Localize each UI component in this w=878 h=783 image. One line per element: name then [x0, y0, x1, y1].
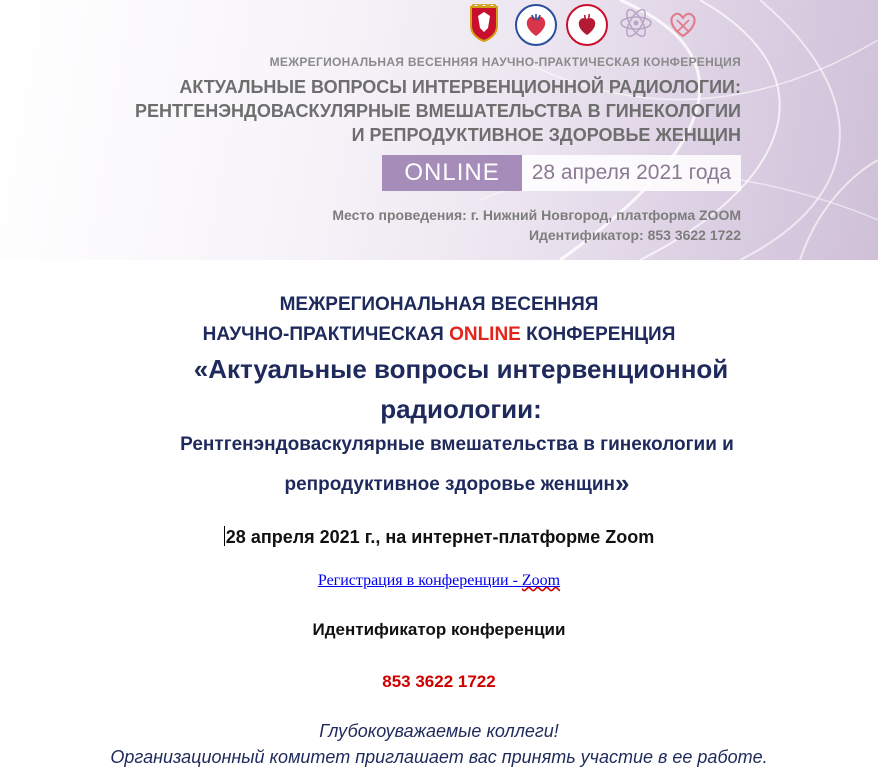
online-word: ONLINE	[449, 324, 521, 345]
banner-venue	[332, 205, 741, 245]
banner-pre-title: МЕЖРЕГИОНАЛЬНАЯ ВЕСЕННЯЯ НАУЧНО-ПРАКТИЧЕСКАЯ КОНФЕРЕНЦИЯ	[269, 55, 741, 69]
identifier-text: Идентификатор: 853 3622 1722	[528, 227, 741, 243]
date-line	[0, 526, 878, 548]
text-caret	[224, 526, 225, 546]
partner-logos	[468, 4, 702, 46]
title-line-2: радиологии:	[380, 394, 542, 424]
online-badge: ONLINE	[382, 155, 521, 191]
subtitle-line-2	[0, 468, 878, 499]
banner-title-line: И РЕПРОДУКТИВНОЕ ЗДОРОВЬЕ ЖЕНЩИН	[351, 125, 741, 145]
title-line-1: «Актуальные вопросы интервенционной	[193, 354, 729, 384]
banner-date-row	[382, 155, 741, 191]
subtitle-text: репродуктивное здоровье женщин	[284, 474, 616, 495]
banner-title-line: РЕНТГЕНЭНДОВАСКУЛЯРНЫЕ ВМЕШАТЕЛЬСТВА В ГИНЕКОЛОГИИ	[135, 101, 741, 121]
venue-text: Место проведения: г. Нижний Новгород, платформа ZOOM	[332, 207, 741, 223]
greeting: Глубокоуважаемые коллеги!	[319, 721, 559, 741]
registration-line	[0, 572, 878, 590]
heading-line-1: МЕЖРЕГИОНАЛЬНАЯ ВЕСЕННЯЯ	[279, 294, 599, 315]
subtitle-line-1: Рентгенэндоваскулярные вмешательства в гинекологии и	[180, 434, 734, 455]
heart-icon	[566, 4, 608, 46]
coat-of-arms-icon	[468, 4, 500, 42]
conference-banner	[0, 0, 878, 260]
date-text: 28 апреля 2021 г., на интернет-платформе Zoom	[225, 527, 655, 547]
identifier-label: Идентификатор конференции	[312, 620, 566, 639]
registration-link-zoom: Zoom	[521, 572, 561, 589]
heading-post: КОНФЕРЕНЦИЯ	[520, 324, 676, 345]
identifier-number: 853 3622 1722	[382, 672, 496, 691]
banner-title-line: АКТУАЛЬНЫЕ ВОПРОСЫ ИНТЕРВЕНЦИОННОЙ РАДИОЛОГИИ:	[179, 77, 741, 97]
registration-link-text: Регистрация в конференции -	[317, 572, 522, 589]
invitation: Организационный комитет приглашает вас принять участие в ее работе.	[110, 747, 768, 767]
registration-link[interactable]	[318, 572, 560, 589]
atom-icon	[617, 4, 655, 42]
banner-date: 28 апреля 2021 года	[522, 155, 741, 191]
hearts-outline-icon	[664, 4, 702, 42]
heart-vessels-icon	[515, 4, 557, 46]
heading-pre: НАУЧНО-ПРАКТИЧЕСКАЯ	[202, 324, 450, 345]
close-quote: »	[615, 468, 630, 498]
banner-title	[135, 75, 741, 147]
heading-line-2	[0, 324, 878, 346]
